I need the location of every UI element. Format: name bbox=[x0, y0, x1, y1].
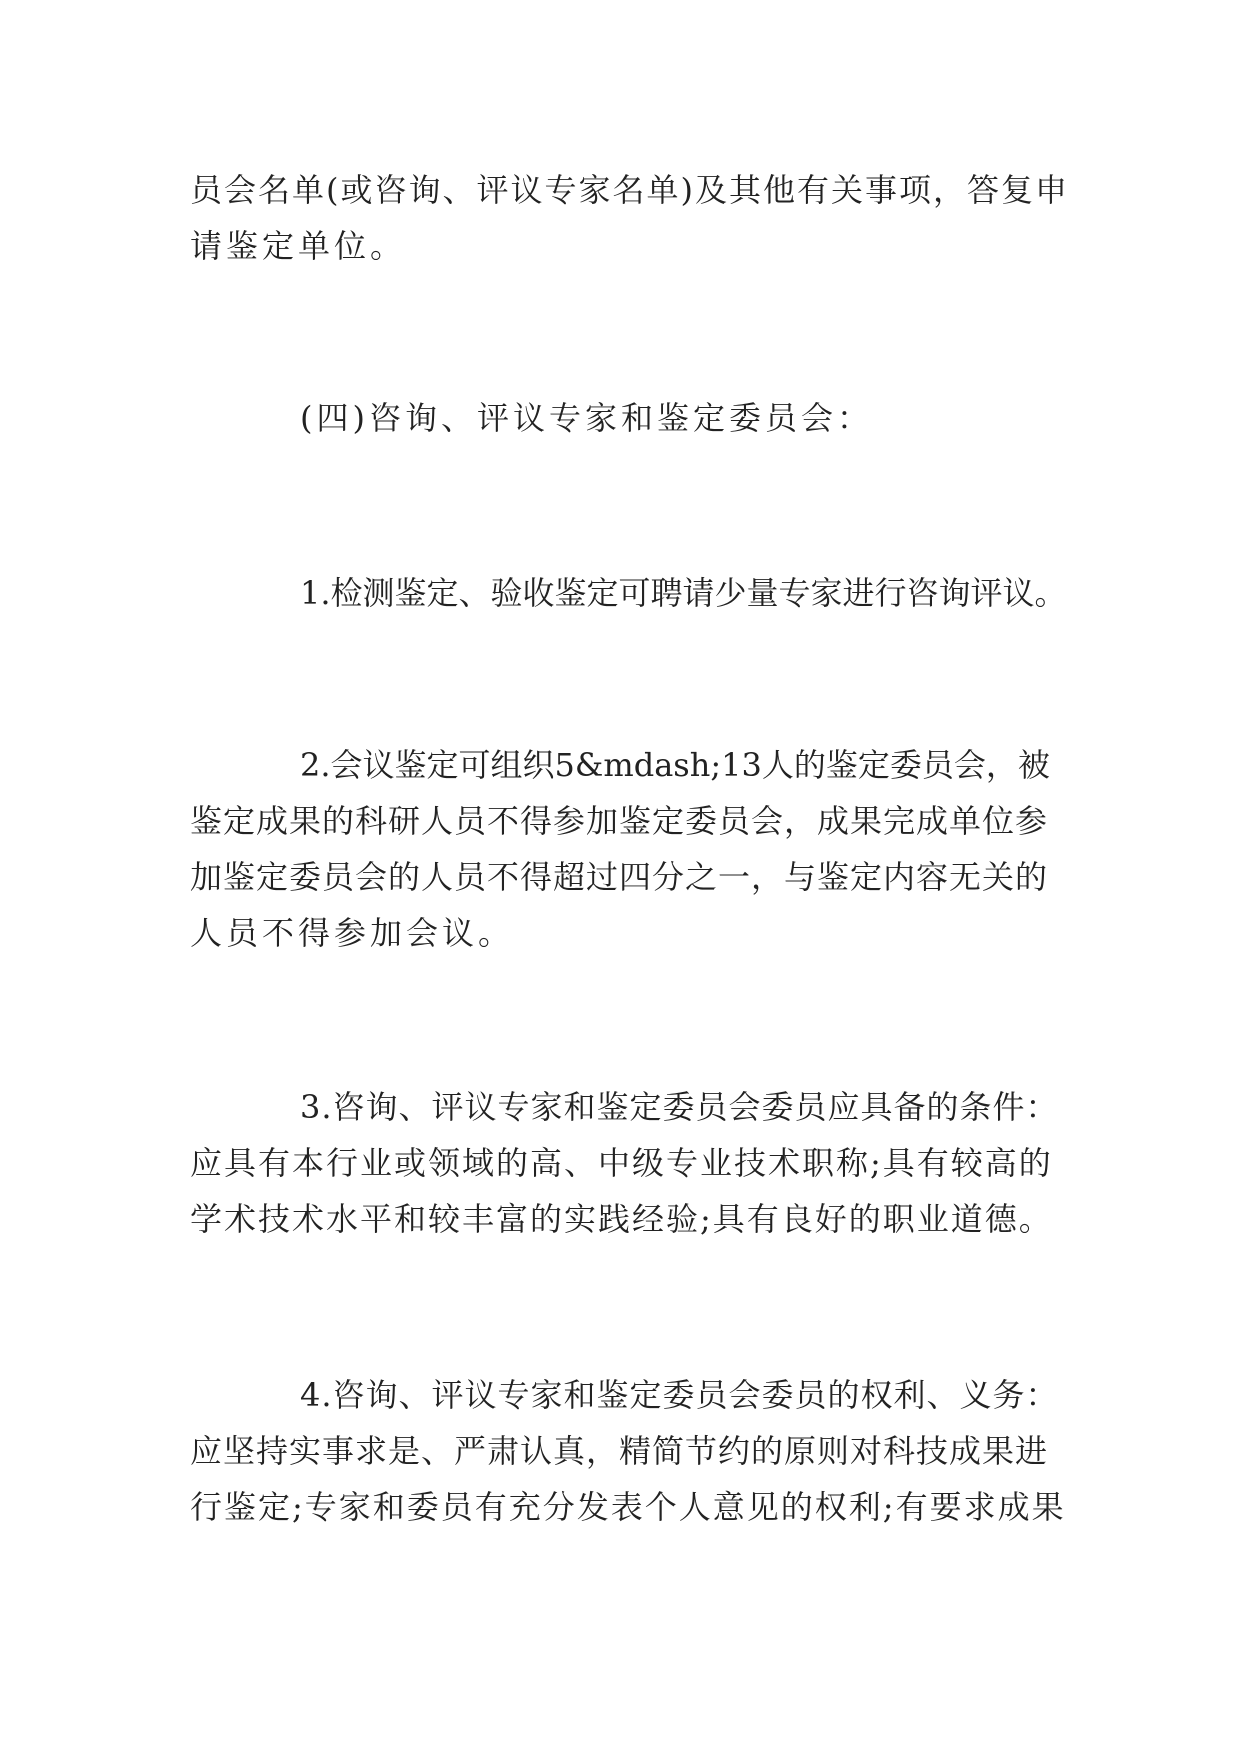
section-heading: (四)咨询、评议专家和鉴定委员会： bbox=[300, 399, 873, 437]
text-line: 学术技术水平和较丰富的实践经验;具有良好的职业道德。 bbox=[190, 1200, 1053, 1238]
text-line: 请鉴定单位。 bbox=[190, 227, 407, 265]
text-line: 行鉴定;专家和委员有充分发表个人意见的权利;有要求成果 bbox=[190, 1488, 1066, 1526]
text-line: 人员不得参加会议。 bbox=[190, 914, 515, 952]
text-line: 鉴定成果的科研人员不得参加鉴定委员会，成果完成单位参 bbox=[190, 802, 1049, 840]
text-line: 员会名单(或咨询、评议专家名单)及其他有关事项，答复申 bbox=[190, 171, 1069, 209]
text-line: 2.会议鉴定可组织5&mdash;13人的鉴定委员会，被 bbox=[300, 746, 1050, 784]
text-line: 加鉴定委员会的人员不得超过四分之一，与鉴定内容无关的 bbox=[190, 858, 1049, 896]
text-line: 4.咨询、评议专家和鉴定委员会委员的权利、义务： bbox=[300, 1376, 1059, 1414]
text-line: 应坚持实事求是、严肃认真，精简节约的原则对科技成果进 bbox=[190, 1432, 1049, 1470]
text-line: 3.咨询、评议专家和鉴定委员会委员应具备的条件： bbox=[300, 1088, 1059, 1126]
text-line: 1.检测鉴定、验收鉴定可聘请少量专家进行咨询评议。 bbox=[300, 574, 1067, 612]
text-line: 应具有本行业或领域的高、中级专业技术职称;具有较高的 bbox=[190, 1144, 1053, 1182]
